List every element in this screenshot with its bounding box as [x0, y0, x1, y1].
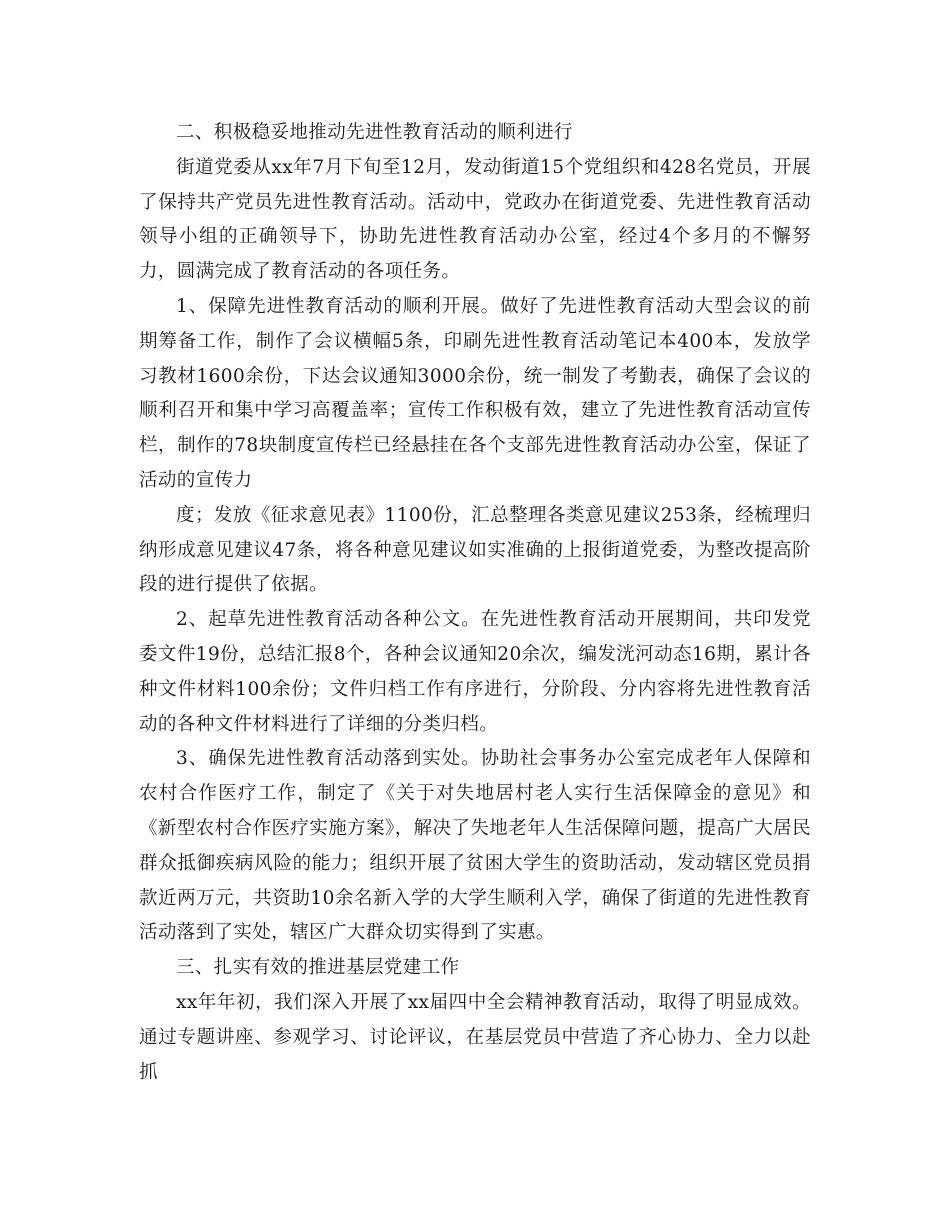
paragraph-section-3: xx年年初，我们深入开展了xx届四中全会精神教育活动，取得了明显成效。通过专题讲座、参观学习、讨论评议，在基层党员中营造了齐心协力、全力以赴抓	[139, 991, 811, 1083]
paragraph-item-1-continued: 度；发放《征求意见表》1100份，汇总整理各类意见建议253条，经梳理归纳形成意见建议47条，将各种意见建议如实准确的上报街道党委，为整改提高阶段的进行提供了依据。	[139, 504, 811, 596]
document-body	[139, 116, 811, 1090]
section-heading-2: 二、积极稳妥地推动先进性教育活动的顺利进行	[176, 122, 573, 143]
paragraph-intro: 街道党委从xx年7月下旬至12月，发动街道15个党组织和428名党员，开展了保持共产党员先进性教育活动。活动中，党政办在街道党委、先进性教育活动领导小组的正确领导下，协助先进性教育活动办公室，经过4个多月的不懈努力，圆满完成了教育活动的各项任务。	[139, 156, 811, 283]
section-heading-3: 三、扎实有效的推进基层党建工作	[176, 957, 460, 979]
paragraph-item-3: 3、确保先进性教育活动落到实处。协助社会事务办公室完成老年人保障和农村合作医疗工作，制定了《关于对失地居村老人实行生活保障金的意见》和《新型农村合作医疗实施方案》，解决了失地老年人生活保障问题，提高广大居民群众抵御疾病风险的能力；组织开展了贫困大学生的资助活动，发动辖区党员捐款近两万元，共资助10余名新入学的大学生顺利入学，确保了街道的先进性教育活动落到了实处，辖区广大群众切实得到了实惠。	[139, 748, 811, 944]
paragraph-item-2: 2、起草先进性教育活动各种公文。在先进性教育活动开展期间，共印发党委文件19份，总结汇报8个，各种会议通知20余次，编发洸河动态16期，累计各种文件材料100余份；文件归档工作有序进行，分阶段、分内容将先进性教育活动的各种文件材料进行了详细的分类归档。	[139, 609, 811, 735]
paragraph-item-1: 1、保障先进性教育活动的顺利开展。做好了先进性教育活动大型会议的前期筹备工作，制作了会议横幅5条，印刷先进性教育活动笔记本400本，发放学习教材1600余份，下达会议通知3000余份，统一制发了考勤表，确保了会议的顺利召开和集中学习高覆盖率；宣传工作积极有效，建立了先进性教育活动宣传栏，制作的78块制度宣传栏已经悬挂在各个支部先进性教育活动办公室，保证了活动的宣传力	[139, 295, 811, 491]
